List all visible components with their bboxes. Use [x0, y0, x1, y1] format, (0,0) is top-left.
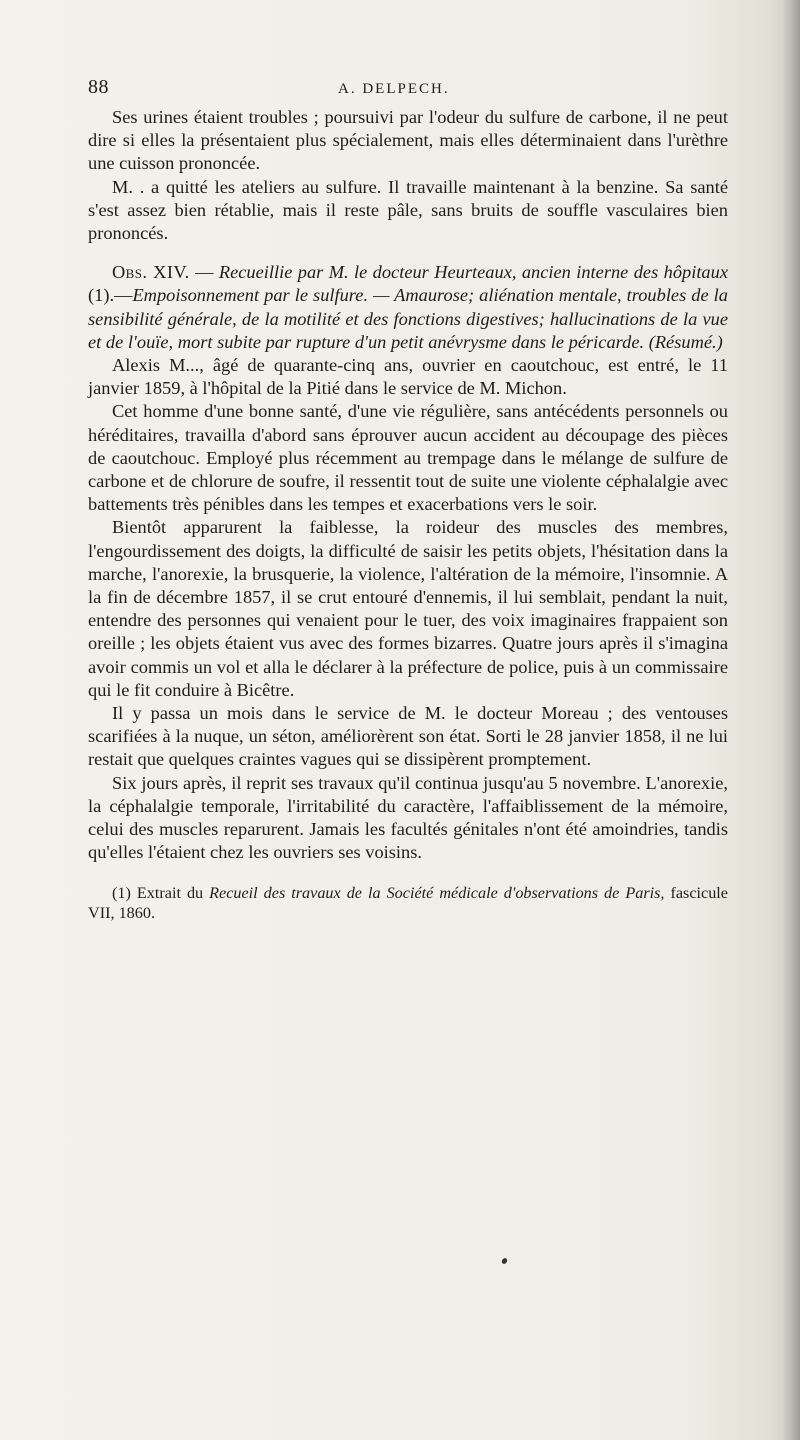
page-body: [88, 106, 728, 924]
observation-dash-second: —: [114, 285, 133, 306]
observation-label: Obs. XIV.: [112, 262, 190, 283]
paragraph: Cet homme d'une bonne santé, d'une vie régulière, sans antécédents personnels ou héréditaires, travailla d'abord sans éprouver aucun accident au découpage des pièces de caoutchouc. Employé plus récemment au trempage dans le mélange de sulfure de carbone et de chlorure de soufre, il ressentit tout de suite une violente céphalalgie avec battements très pénibles dans les tempes et exacerbations vers le soir.: [88, 401, 728, 515]
page-number: 88: [88, 76, 109, 98]
paragraph: Six jours après, il reprit ses travaux qu'il continua jusqu'au 5 novembre. L'anorexie, la céphalalgie temporale, l'irritabilité du caractère, l'affaiblissement de la mémoire, celui des muscles reparurent. Jamais les facultés génitales n'ont été amoindries, tandis qu'elles l'étaient chez les ouvriers ses voisins.: [88, 772, 728, 863]
running-head: A. DELPECH.: [338, 81, 450, 97]
footnote-source: Recueil des travaux de la Société médicale d'observations de Paris,: [209, 883, 665, 902]
footnote: [88, 883, 728, 924]
observation-collector: Recueillie par M. le docteur Heurteaux, ancien interne des hôpitaux: [218, 262, 728, 283]
paragraph: Il y passa un mois dans le service de M. le docteur Moreau ; des ventouses scarifiées à la nuque, un séton, améliorèrent son état. Sorti le 28 janvier 1858, il ne lui restait que quelques craintes vagues qui se dissipèrent promptement.: [88, 703, 728, 770]
footnote-marker: (1): [112, 883, 137, 902]
page-edge-shadow: [782, 0, 800, 1440]
paragraph: Ses urines étaient troubles ; poursuivi par l'odeur du sulfure de carbone, il ne peut dire si elles la présentaient plus spécialement, mais elles déterminaient dans l'urèthre une cuisson prononcée.: [88, 107, 728, 174]
observation-footnote-ref: (1).: [88, 285, 115, 306]
paragraph: Alexis M..., âgé de quarante-cinq ans, ouvrier en caoutchouc, est entré, le 11 janvier 1859, à l'hôpital de la Pitié dans le service de M. Michon.: [88, 355, 728, 399]
observation-subject: Empoisonnement par le sulfure. — Amaurose; aliénation mentale, troubles de la sensibilité générale, de la motilité et des fonctions digestives; hallucinations de la vue et de l'ouïe, mort subite par rupture d'un petit anévrysme dans le péricarde.: [88, 285, 728, 352]
paragraph: Bientôt apparurent la faiblesse, la roideur des muscles des membres, l'engourdissement des doigts, la difficulté de saisir les petits objets, l'hésitation dans la marche, l'anorexie, la brusquerie, la violence, l'altération de la mémoire, l'insomnie. A la fin de décembre 1857, il se crut entouré d'ennemis, il lui semblait, pendant la nuit, entendre des personnes qui venaient pour le tuer, des voix imaginaires frappaient son oreille ; les objets étaient vus avec des formes bizarres. Quatre jours après il s'imagina avoir commis un vol et alla le déclarer à la préfecture de police, puis à un commissaire qui le fit conduire à Bicêtre.: [88, 517, 728, 700]
ink-speck: [501, 1257, 509, 1265]
footnote-tail: fascicule VII, 1860.: [88, 883, 728, 922]
observation-resume: (Résumé.): [644, 331, 723, 352]
observation-heading: [88, 261, 728, 354]
observation-dash: —: [189, 262, 219, 283]
footnote-lead: Extrait du: [136, 883, 210, 902]
page-header: [88, 76, 728, 104]
paragraph: M. . a quitté les ateliers au sulfure. Il travaille maintenant à la benzine. Sa santé s'est assez bien rétablie, mais il reste pâle, sans bruits de souffle vasculaires bien prononcés.: [88, 176, 728, 244]
